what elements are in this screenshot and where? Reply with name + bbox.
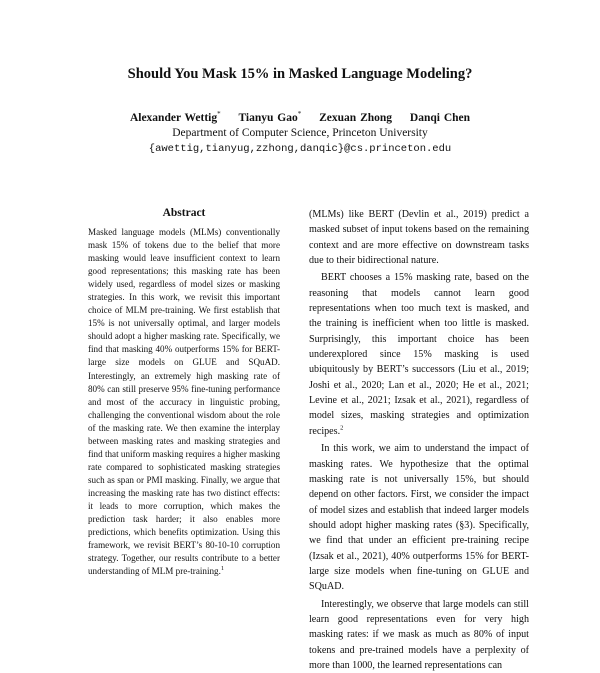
author-emails: {awettig,tianyug,zzhong,danqic}@cs.princeton.edu: [148, 143, 452, 155]
footnote-mark: 2: [340, 424, 344, 432]
affiliation: Department of Computer Science, Princeton University: [172, 127, 428, 139]
author-list: [0, 110, 600, 124]
abstract-heading: Abstract: [162, 207, 206, 219]
body-paragraph: Interestingly, we observe that large models can still learn good representations even for very high masking rates: if we mask as much as 80% of input tokens and pre-trained models have a perplexity of more than 1000, the learned representations can: [309, 598, 529, 671]
body-paragraph: In this work, we aim to understand the impact of masking rates. We hypothesize that the optimal masking rate is not universally 15%, but should depend on other factors. First, we consider the impact of model sizes and establish that indeed larger models should adopt higher masking rates (§3). Specifically, we find that under an efficient pre-training recipe (Izsak et al., 2021), 40% outperforms 15% for BERT-large size models when fine-tuning on GLUE and SQuAD.: [309, 443, 529, 593]
body-column: [309, 207, 529, 673]
paper-title: Should You Mask 15% in Masked Language Modeling?: [127, 66, 473, 82]
footnote-mark: 1: [220, 565, 225, 573]
abstract-text: Masked language models (MLMs) conventionally mask 15% of tokens due to the belief that more masking would leave insufficient context to learn good representations; this masking rate has been widely used, regardless of model sizes or masking strategies. In this work, we revisit this important choice of MLM pre-training. We first establish that 15% is not universally optimal, and larger models should adopt a higher masking rate. Specifically, we find that masking 40% outperforms 15% for BERT-large size models on GLUE and SQuAD. Interestingly, an extremely high masking rate of 80% can still preserve 95% fine-tuning performance and most of the accuracy in linguistic probing, challenging the conventional wisdom about the role of the masking rate. We then examine the interplay between masking rates and masking strategies and find that uniform masking requires a higher masking rate compared to sophisticated masking strategies such as span or PMI masking. Finally, we argue that increasing the masking rate has two distinct effects: it leads to more corruption, which makes the prediction task harder; it also enables more predictions, which benefits optimization. Using this framework, we revisit BERT’s 80-10-10 corruption strategy. Together, our results contribute to a better understanding of MLM pre-training.$^1$: [88, 227, 280, 577]
author: Zexuan Zhong: [319, 111, 393, 124]
body-paragraph: (MLMs) like BERT (Devlin et al., 2019) predict a masked subset of input tokens based on the remaining context and are more effective on downstream tasks due to their bidirectional nature.: [309, 209, 529, 267]
author: Tianyu Gao*: [238, 110, 302, 124]
body-paragraph: BERT chooses a 15% masking rate, based on the reasoning that models cannot learn good representations when too much text is masked, and the training is inefficient when too little is masked. Surprisingly, this important choice has been underexplored since 15% masking is used ubiquitously by BERT’s successors (Liu et al., 2019; Joshi et al., 2020; Lan et al., 2020; He et al., 2021; Levine et al., 2021; Izsak et al., 2021), regardless of model sizes, masking strategies and optimization recipes.$^2$: [309, 272, 529, 437]
author: Alexander Wettig*: [129, 110, 221, 124]
author: Danqi Chen: [409, 111, 471, 124]
